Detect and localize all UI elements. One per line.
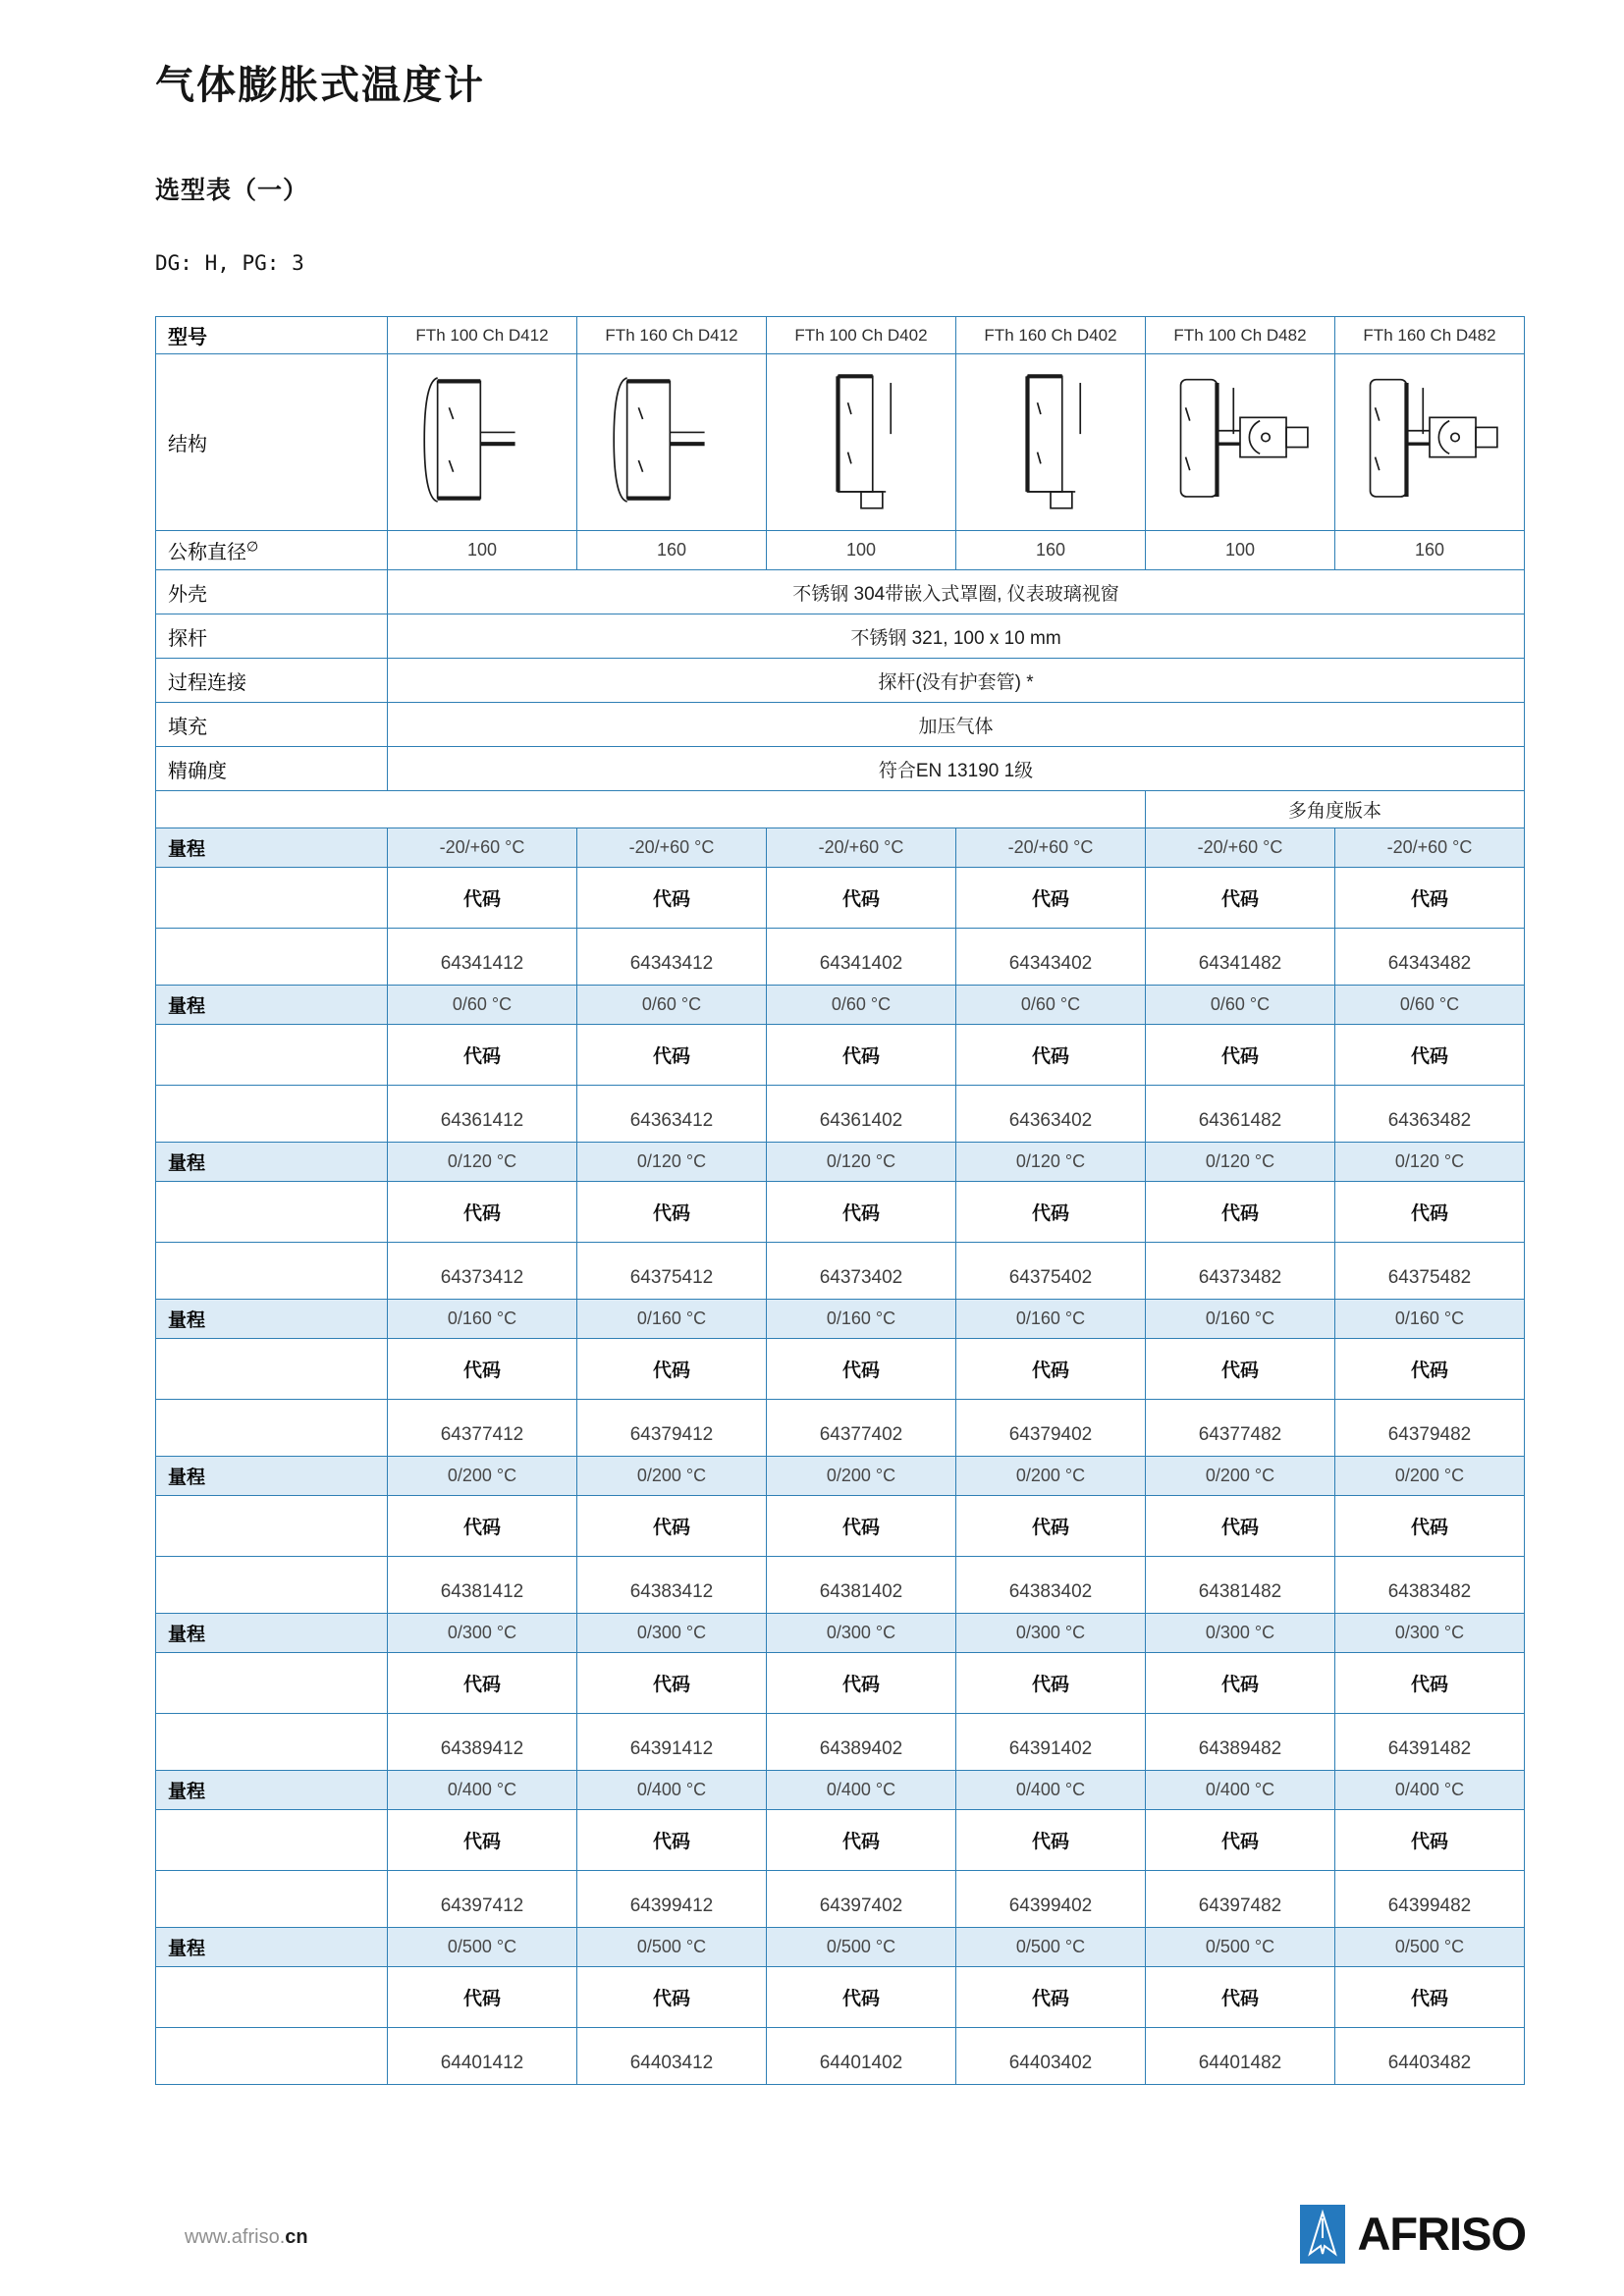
spec-label: 填充: [156, 703, 388, 747]
bottom-connection-thermometer-diagram-icon: [779, 368, 944, 511]
structure-row: [156, 354, 1525, 531]
order-code: 64403412: [577, 2028, 767, 2085]
code-label: 代码: [388, 1653, 577, 1714]
model-name: FTh 160 Ch D412: [577, 317, 767, 354]
code-label-row: [156, 1496, 1525, 1557]
range-value: 0/120 °C: [767, 1143, 956, 1182]
empty-cell: [156, 1400, 388, 1457]
code-label: 代码: [767, 1339, 956, 1400]
nominal-diameter-value: 100: [1146, 531, 1335, 570]
order-code: 64403482: [1335, 2028, 1525, 2085]
range-value: 0/120 °C: [956, 1143, 1146, 1182]
code-label: 代码: [1146, 1025, 1335, 1086]
order-code: 64403402: [956, 2028, 1146, 2085]
range-value: 0/200 °C: [1146, 1457, 1335, 1496]
empty-cell: [156, 1714, 388, 1771]
order-code: 64361482: [1146, 1086, 1335, 1143]
order-code: 64381482: [1146, 1557, 1335, 1614]
spec-label: 过程连接: [156, 659, 388, 703]
range-value: 0/500 °C: [1146, 1928, 1335, 1967]
code-row: [156, 1714, 1525, 1771]
range-value: 0/120 °C: [1146, 1143, 1335, 1182]
code-label: 代码: [767, 1025, 956, 1086]
order-code: 64383482: [1335, 1557, 1525, 1614]
nominal-diameter-value: 160: [956, 531, 1146, 570]
code-label: 代码: [577, 1025, 767, 1086]
range-value: 0/400 °C: [1335, 1771, 1525, 1810]
order-code: 64401402: [767, 2028, 956, 2085]
code-row: [156, 1086, 1525, 1143]
code-label: 代码: [1146, 1182, 1335, 1243]
back-connection-thermometer-diagram-icon: [400, 368, 565, 511]
code-label: 代码: [956, 1339, 1146, 1400]
website-url-prefix: www.afriso.: [185, 2226, 286, 2248]
code-row: [156, 1243, 1525, 1300]
nominal-diameter-value: 160: [577, 531, 767, 570]
range-value: 0/200 °C: [388, 1457, 577, 1496]
code-label: 代码: [388, 1182, 577, 1243]
order-code: 64377482: [1146, 1400, 1335, 1457]
code-label: 代码: [1335, 1339, 1525, 1400]
code-label: 代码: [1335, 1025, 1525, 1086]
range-value: -20/+60 °C: [1146, 828, 1335, 868]
spec-value: 加压气体: [388, 703, 1525, 747]
range-value: 0/500 °C: [956, 1928, 1146, 1967]
range-value: 0/160 °C: [1335, 1300, 1525, 1339]
code-row: [156, 2028, 1525, 2085]
empty-cell: [156, 1243, 388, 1300]
order-code: 64401412: [388, 2028, 577, 2085]
range-value: -20/+60 °C: [1335, 828, 1525, 868]
nominal-diameter-value: 100: [767, 531, 956, 570]
range-value: 0/500 °C: [577, 1928, 767, 1967]
range-value: 0/300 °C: [388, 1614, 577, 1653]
range-row-label: 量程: [156, 1928, 388, 1967]
model-row: [156, 317, 1525, 354]
swivel-joint-thermometer-diagram-icon: [1347, 368, 1512, 511]
range-row: [156, 1457, 1525, 1496]
range-value: 0/60 °C: [577, 986, 767, 1025]
range-value: 0/60 °C: [388, 986, 577, 1025]
range-value: 0/200 °C: [767, 1457, 956, 1496]
range-row: [156, 1300, 1525, 1339]
order-code: 64341482: [1146, 929, 1335, 986]
range-row-label: 量程: [156, 1300, 388, 1339]
order-code: 64391482: [1335, 1714, 1525, 1771]
code-label-row: [156, 1182, 1525, 1243]
order-code: 64389402: [767, 1714, 956, 1771]
spec-value: 探杆(没有护套管) *: [388, 659, 1525, 703]
code-label: 代码: [1335, 1653, 1525, 1714]
order-code: 64341402: [767, 929, 956, 986]
code-label-row: [156, 868, 1525, 929]
range-value: 0/120 °C: [577, 1143, 767, 1182]
spec-row-filling: [156, 703, 1525, 747]
range-row-label: 量程: [156, 1457, 388, 1496]
spec-row-case: [156, 570, 1525, 614]
nominal-diameter-value: 100: [388, 531, 577, 570]
code-label: 代码: [577, 1339, 767, 1400]
multi-angle-version-label: 多角度版本: [1146, 791, 1525, 828]
order-code: 64391412: [577, 1714, 767, 1771]
afriso-arrow-icon: [1300, 2205, 1345, 2264]
spec-value: 符合EN 13190 1级: [388, 747, 1525, 791]
empty-cell: [156, 929, 388, 986]
code-label: 代码: [1146, 1496, 1335, 1557]
back-connection-thermometer-diagram-icon: [589, 368, 754, 511]
structure-cell: [1146, 354, 1335, 531]
spec-value: 不锈钢 321, 100 x 10 mm: [388, 614, 1525, 659]
model-name: FTh 100 Ch D402: [767, 317, 956, 354]
order-code: 64381412: [388, 1557, 577, 1614]
code-label: 代码: [388, 1810, 577, 1871]
empty-cell: [156, 1025, 388, 1086]
order-code: 64383412: [577, 1557, 767, 1614]
order-code: 64343412: [577, 929, 767, 986]
empty-cell: [156, 1871, 388, 1928]
range-value: 0/60 °C: [956, 986, 1146, 1025]
range-value: -20/+60 °C: [767, 828, 956, 868]
nominal-diameter-row: [156, 531, 1525, 570]
order-code: 64377402: [767, 1400, 956, 1457]
code-label: 代码: [1146, 1653, 1335, 1714]
order-code: 64341412: [388, 929, 577, 986]
range-value: 0/60 °C: [767, 986, 956, 1025]
swivel-joint-thermometer-diagram-icon: [1158, 368, 1323, 511]
order-code: 64397402: [767, 1871, 956, 1928]
order-code: 64383402: [956, 1557, 1146, 1614]
code-row: [156, 1557, 1525, 1614]
code-label: 代码: [767, 1496, 956, 1557]
range-value: 0/200 °C: [577, 1457, 767, 1496]
spec-value: 不锈钢 304带嵌入式罩圈, 仪表玻璃视窗: [388, 570, 1525, 614]
order-code: 64373482: [1146, 1243, 1335, 1300]
order-code: 64363412: [577, 1086, 767, 1143]
range-row-label: 量程: [156, 1143, 388, 1182]
order-code: 64343402: [956, 929, 1146, 986]
order-code: 64399402: [956, 1871, 1146, 1928]
order-code: 64399412: [577, 1871, 767, 1928]
afriso-wordmark: AFRISO: [1357, 2208, 1526, 2260]
code-row: [156, 929, 1525, 986]
range-value: 0/200 °C: [1335, 1457, 1525, 1496]
page-content: [155, 0, 1526, 2085]
page-subtitle: 选型表（一）: [155, 177, 309, 204]
structure-row-label: 结构: [156, 354, 388, 531]
order-code: 64379412: [577, 1400, 767, 1457]
order-code: 64401482: [1146, 2028, 1335, 2085]
code-label: 代码: [956, 1496, 1146, 1557]
range-value: 0/60 °C: [1335, 986, 1525, 1025]
spec-row-accuracy: [156, 747, 1525, 791]
model-name: FTh 160 Ch D482: [1335, 317, 1525, 354]
order-code: 64381402: [767, 1557, 956, 1614]
code-label: 代码: [956, 1025, 1146, 1086]
range-row: [156, 1771, 1525, 1810]
range-value: -20/+60 °C: [388, 828, 577, 868]
range-row-label: 量程: [156, 1771, 388, 1810]
code-label: 代码: [956, 1182, 1146, 1243]
empty-cell: [156, 1339, 388, 1400]
range-row: [156, 1143, 1525, 1182]
empty-span-cell: [156, 791, 1146, 828]
range-value: 0/500 °C: [767, 1928, 956, 1967]
code-label: 代码: [956, 1810, 1146, 1871]
order-code: 64363402: [956, 1086, 1146, 1143]
range-value: 0/300 °C: [1146, 1614, 1335, 1653]
code-label: 代码: [1335, 1967, 1525, 2028]
multi-angle-row: [156, 791, 1525, 828]
range-value: 0/400 °C: [388, 1771, 577, 1810]
spec-label: 探杆: [156, 614, 388, 659]
range-value: 0/160 °C: [577, 1300, 767, 1339]
code-label: 代码: [388, 1025, 577, 1086]
order-code: 64379402: [956, 1400, 1146, 1457]
code-label: 代码: [1335, 868, 1525, 929]
code-label: 代码: [767, 1967, 956, 2028]
code-label-row: [156, 1653, 1525, 1714]
code-label-row: [156, 1025, 1525, 1086]
code-label: 代码: [577, 868, 767, 929]
order-code: 64377412: [388, 1400, 577, 1457]
nominal-diameter-label: [156, 531, 388, 570]
range-value: 0/160 °C: [956, 1300, 1146, 1339]
model-name: FTh 100 Ch D482: [1146, 317, 1335, 354]
code-label: 代码: [388, 868, 577, 929]
code-label: 代码: [1146, 1339, 1335, 1400]
code-label: 代码: [956, 1653, 1146, 1714]
code-label: 代码: [767, 868, 956, 929]
range-value: 0/300 °C: [767, 1614, 956, 1653]
code-label: 代码: [1146, 1967, 1335, 2028]
code-label: 代码: [577, 1182, 767, 1243]
range-value: 0/160 °C: [388, 1300, 577, 1339]
order-code: 64389412: [388, 1714, 577, 1771]
order-code: 64397482: [1146, 1871, 1335, 1928]
range-row-label: 量程: [156, 828, 388, 868]
nominal-diameter-value: 160: [1335, 531, 1525, 570]
empty-cell: [156, 1086, 388, 1143]
structure-cell: [388, 354, 577, 531]
website-url-tld: cn: [285, 2226, 308, 2248]
order-code: 64379482: [1335, 1400, 1525, 1457]
order-code: 64373402: [767, 1243, 956, 1300]
structure-cell: [767, 354, 956, 531]
model-name: FTh 160 Ch D402: [956, 317, 1146, 354]
range-value: 0/500 °C: [1335, 1928, 1525, 1967]
code-label: 代码: [1335, 1496, 1525, 1557]
code-label: 代码: [1146, 1810, 1335, 1871]
code-row: [156, 1400, 1525, 1457]
code-row: [156, 1871, 1525, 1928]
order-code: 64391402: [956, 1714, 1146, 1771]
empty-cell: [156, 868, 388, 929]
range-value: 0/300 °C: [577, 1614, 767, 1653]
code-label: 代码: [577, 1967, 767, 2028]
code-label: 代码: [956, 1967, 1146, 2028]
range-value: 0/500 °C: [388, 1928, 577, 1967]
page-title: 气体膨胀式温度计: [155, 64, 485, 107]
empty-cell: [156, 1496, 388, 1557]
range-value: 0/400 °C: [767, 1771, 956, 1810]
empty-cell: [156, 1653, 388, 1714]
model-row-label: 型号: [156, 317, 388, 354]
range-value: 0/200 °C: [956, 1457, 1146, 1496]
range-row: [156, 1928, 1525, 1967]
nominal-diameter-label-text: 公称直径: [168, 542, 246, 563]
order-code: 64399482: [1335, 1871, 1525, 1928]
range-value: -20/+60 °C: [577, 828, 767, 868]
code-label: 代码: [767, 1810, 956, 1871]
range-value: 0/120 °C: [388, 1143, 577, 1182]
order-code: 64361402: [767, 1086, 956, 1143]
code-label: 代码: [956, 868, 1146, 929]
code-label-row: [156, 1967, 1525, 2028]
range-value: 0/300 °C: [956, 1614, 1146, 1653]
range-row-label: 量程: [156, 986, 388, 1025]
range-row: [156, 1614, 1525, 1653]
spec-row-stem: [156, 614, 1525, 659]
spec-row-process-connection: [156, 659, 1525, 703]
range-value: 0/120 °C: [1335, 1143, 1525, 1182]
range-value: 0/160 °C: [767, 1300, 956, 1339]
order-code: 64343482: [1335, 929, 1525, 986]
code-label: 代码: [577, 1496, 767, 1557]
diameter-symbol: ∅: [246, 538, 259, 555]
order-code: 64375402: [956, 1243, 1146, 1300]
range-row: [156, 986, 1525, 1025]
range-value: 0/60 °C: [1146, 986, 1335, 1025]
structure-cell: [577, 354, 767, 531]
code-label-row: [156, 1810, 1525, 1871]
selection-table: [155, 316, 1525, 2085]
range-value: -20/+60 °C: [956, 828, 1146, 868]
code-label: 代码: [767, 1653, 956, 1714]
order-code: 64363482: [1335, 1086, 1525, 1143]
bottom-connection-thermometer-diagram-icon: [968, 368, 1133, 511]
empty-cell: [156, 1557, 388, 1614]
range-row-label: 量程: [156, 1614, 388, 1653]
website-url: [185, 2226, 308, 2249]
order-code: 64389482: [1146, 1714, 1335, 1771]
empty-cell: [156, 1810, 388, 1871]
structure-cell: [1335, 354, 1525, 531]
code-label: 代码: [577, 1653, 767, 1714]
range-value: 0/300 °C: [1335, 1614, 1525, 1653]
spec-label: 精确度: [156, 747, 388, 791]
range-value: 0/400 °C: [577, 1771, 767, 1810]
range-row: [156, 828, 1525, 868]
code-label: 代码: [388, 1339, 577, 1400]
code-label: 代码: [388, 1967, 577, 2028]
code-label: 代码: [577, 1810, 767, 1871]
order-code: 64375482: [1335, 1243, 1525, 1300]
model-name: FTh 100 Ch D412: [388, 317, 577, 354]
range-value: 0/160 °C: [1146, 1300, 1335, 1339]
empty-cell: [156, 1182, 388, 1243]
spec-label: 外壳: [156, 570, 388, 614]
code-label-row: [156, 1339, 1525, 1400]
code-label: 代码: [767, 1182, 956, 1243]
empty-cell: [156, 2028, 388, 2085]
order-code: 64373412: [388, 1243, 577, 1300]
dg-pg-code: DG: H, PG: 3: [155, 251, 304, 275]
empty-cell: [156, 1967, 388, 2028]
order-code: 64397412: [388, 1871, 577, 1928]
order-code: 64375412: [577, 1243, 767, 1300]
order-code: 64361412: [388, 1086, 577, 1143]
code-label: 代码: [388, 1496, 577, 1557]
structure-cell: [956, 354, 1146, 531]
code-label: 代码: [1146, 868, 1335, 929]
afriso-logo: [1300, 2205, 1526, 2264]
code-label: 代码: [1335, 1810, 1525, 1871]
code-label: 代码: [1335, 1182, 1525, 1243]
range-value: 0/400 °C: [956, 1771, 1146, 1810]
range-value: 0/400 °C: [1146, 1771, 1335, 1810]
